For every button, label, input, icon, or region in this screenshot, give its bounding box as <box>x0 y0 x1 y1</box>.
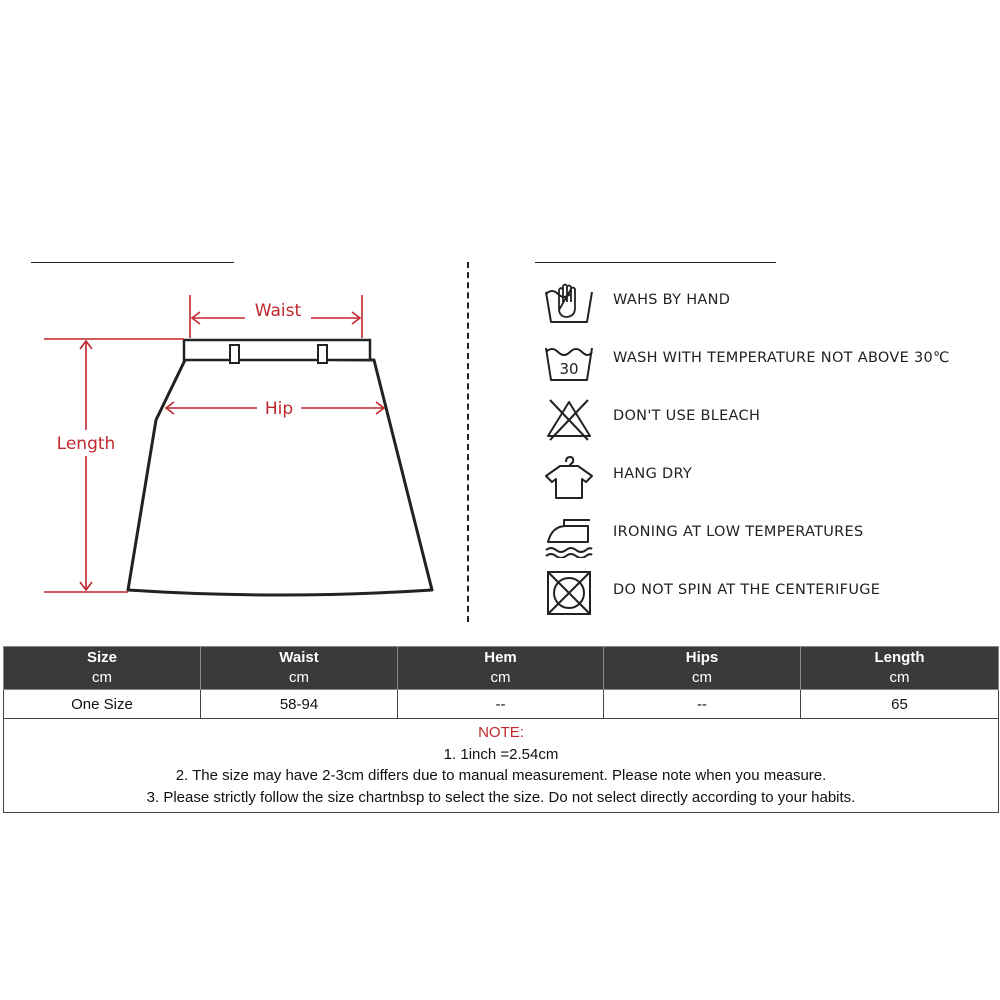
care-item-hang-dry <box>540 450 990 508</box>
care-instructions <box>540 276 990 624</box>
header-length: Length cm <box>801 647 999 690</box>
right-section-rule <box>535 262 776 263</box>
length-label: Length <box>56 434 116 454</box>
cell-waist: 58-94 <box>201 690 398 719</box>
care-text-wash-temperature: WASH WITH TEMPERATURE NOT ABOVE 30℃ <box>613 350 950 366</box>
hang-dry-icon <box>542 454 596 500</box>
skirt-waistband <box>184 340 370 360</box>
note-line-2: 2. The size may have 2-3cm differs due to manual measurement. Please note when you measure. <box>175 767 827 784</box>
care-text-hang-dry: HANG DRY <box>613 466 693 482</box>
note-title: NOTE: <box>478 724 524 741</box>
belt-loop-left <box>230 345 239 363</box>
note-line-1: 1. 1inch =2.54cm <box>443 745 559 763</box>
care-item-no-bleach <box>540 392 990 450</box>
note-line-3: 3. Please strictly follow the size chartnbsp to select the size. Do not select directly according to your habits. <box>146 788 856 806</box>
size-table-header-row <box>4 647 999 690</box>
table-row <box>4 690 999 719</box>
wash-30-icon <box>542 338 596 384</box>
cell-hips: -- <box>604 690 801 719</box>
cell-hem: -- <box>398 690 604 719</box>
belt-loop-right <box>318 345 327 363</box>
skirt-outline <box>128 358 432 595</box>
header-waist: Waist cm <box>201 647 398 690</box>
skirt-measurement-diagram <box>0 230 460 630</box>
care-item-low-iron <box>540 508 990 566</box>
low-iron-icon <box>542 512 596 558</box>
wash-temperature-number: 30 <box>559 360 579 378</box>
note-row <box>4 719 999 813</box>
length-dimension <box>44 339 184 592</box>
care-text-low-iron: IRONING AT LOW TEMPERATURES <box>613 524 864 540</box>
cell-size: One Size <box>4 690 201 719</box>
hip-label: Hip <box>264 399 294 419</box>
no-tumble-dry-icon <box>542 570 596 616</box>
care-item-no-spin <box>540 566 990 624</box>
header-size: Size cm <box>4 647 201 690</box>
waist-label: Waist <box>254 301 302 321</box>
size-table <box>3 646 999 813</box>
care-item-wash-temperature <box>540 334 990 392</box>
hand-wash-icon <box>542 280 596 326</box>
care-text-no-spin: DO NOT SPIN AT THE CENTERIFUGE <box>613 582 881 598</box>
section-divider <box>467 262 469 622</box>
care-text-hand-wash: WAHS BY HAND <box>613 292 731 308</box>
header-hips: Hips cm <box>604 647 801 690</box>
header-hem: Hem cm <box>398 647 604 690</box>
note-cell <box>4 719 999 813</box>
care-text-no-bleach: DON'T USE BLEACH <box>613 408 761 424</box>
no-bleach-icon <box>542 396 596 442</box>
care-item-hand-wash <box>540 276 990 334</box>
cell-length: 65 <box>801 690 999 719</box>
